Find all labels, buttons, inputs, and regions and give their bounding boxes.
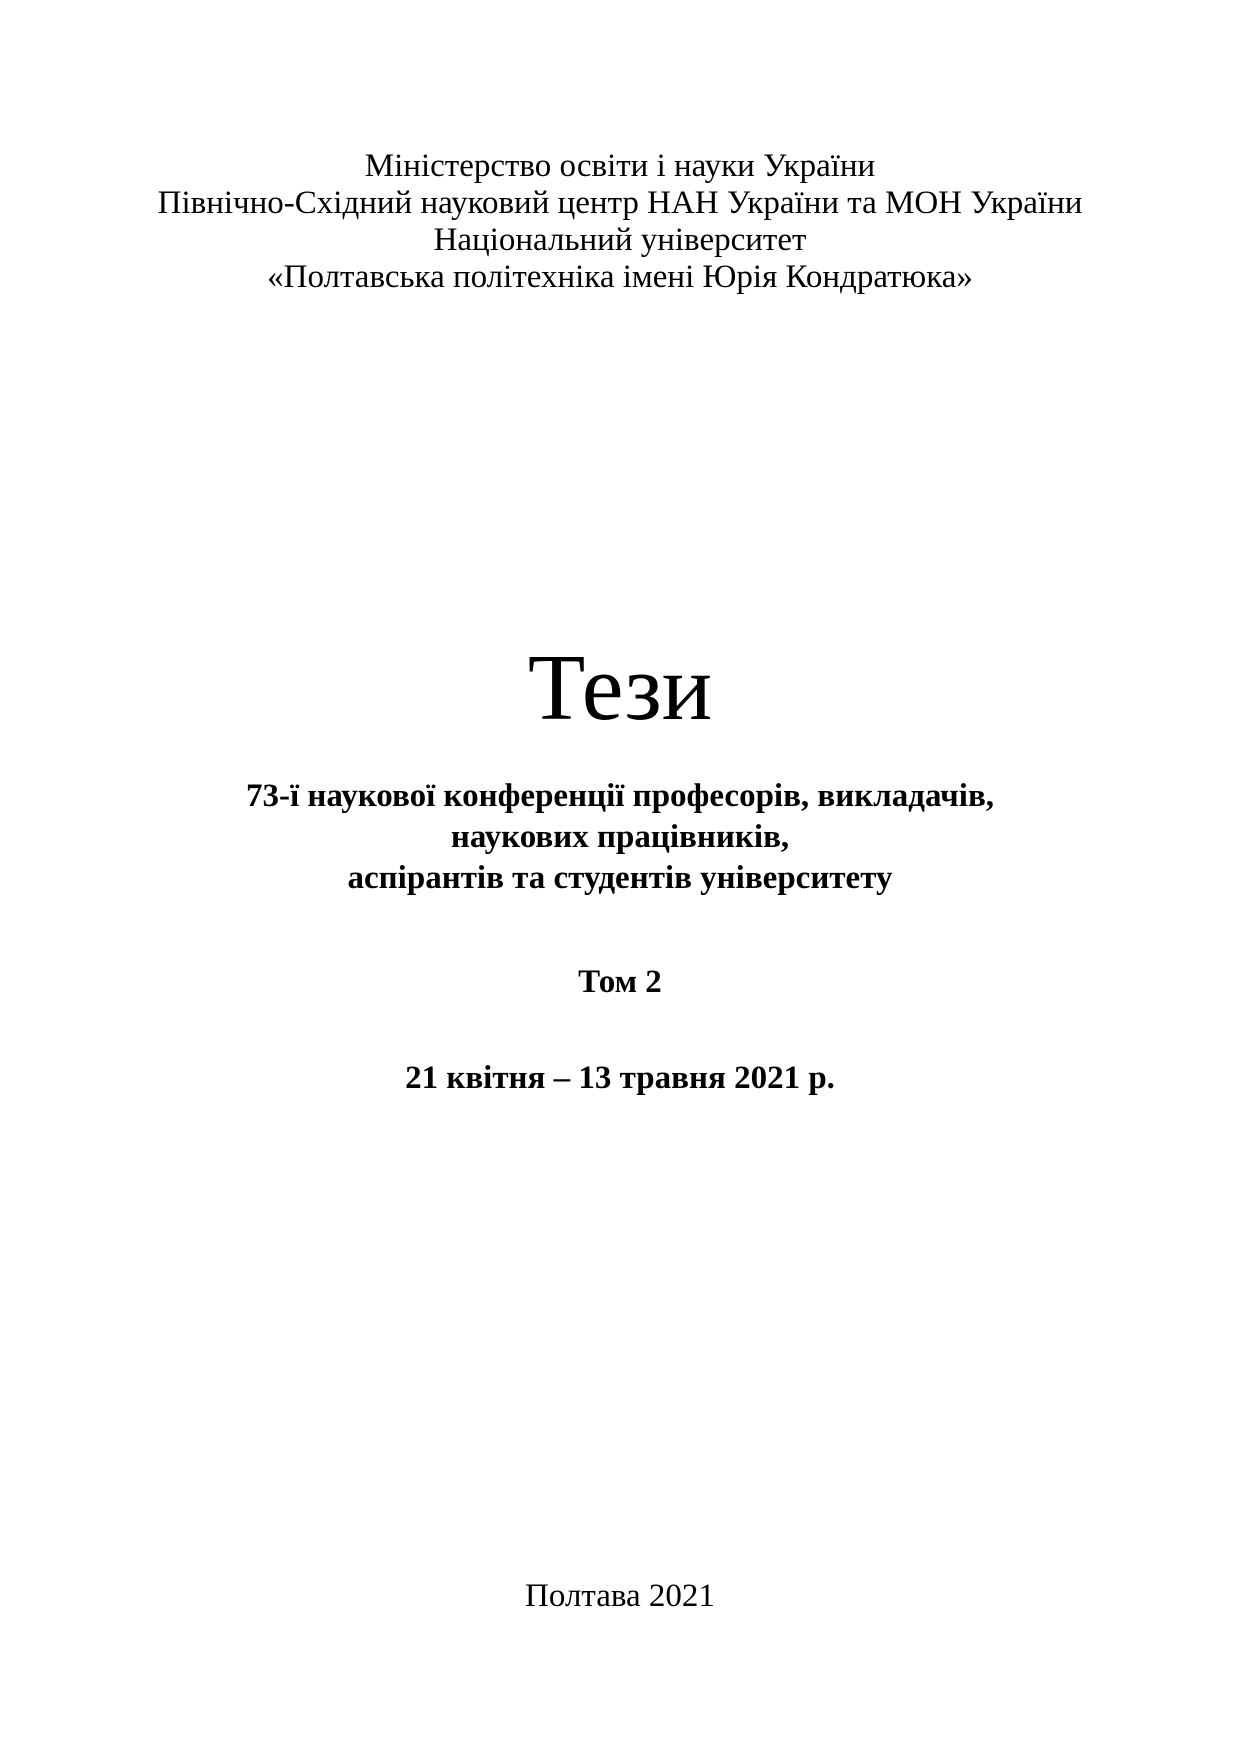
university-type: Національний університет [433, 222, 807, 258]
ministry-name: Міністерство освіти і науки України [364, 148, 876, 184]
publication-place-year: Полтава 2021 [525, 1578, 715, 1614]
volume-number: Том 2 [578, 964, 662, 1000]
conference-description-line-3: аспірантів та студентів університету [347, 860, 893, 896]
conference-description [0, 776, 1240, 899]
conference-description-line-2: наукових працівників, [450, 819, 790, 855]
university-name: «Полтавська політехніка імені Юрія Кондратюка» [267, 259, 973, 295]
conference-description-line-1: 73-ї наукової конференції професорів, викладачів, [245, 778, 995, 814]
document-title: Тези [527, 636, 713, 740]
conference-dates: 21 квітня – 13 травня 2021 р. [405, 1060, 835, 1096]
issuing-institutions [0, 148, 1240, 296]
research-center-name: Північно-Східний науковий центр НАН України та МОН України [157, 185, 1083, 221]
